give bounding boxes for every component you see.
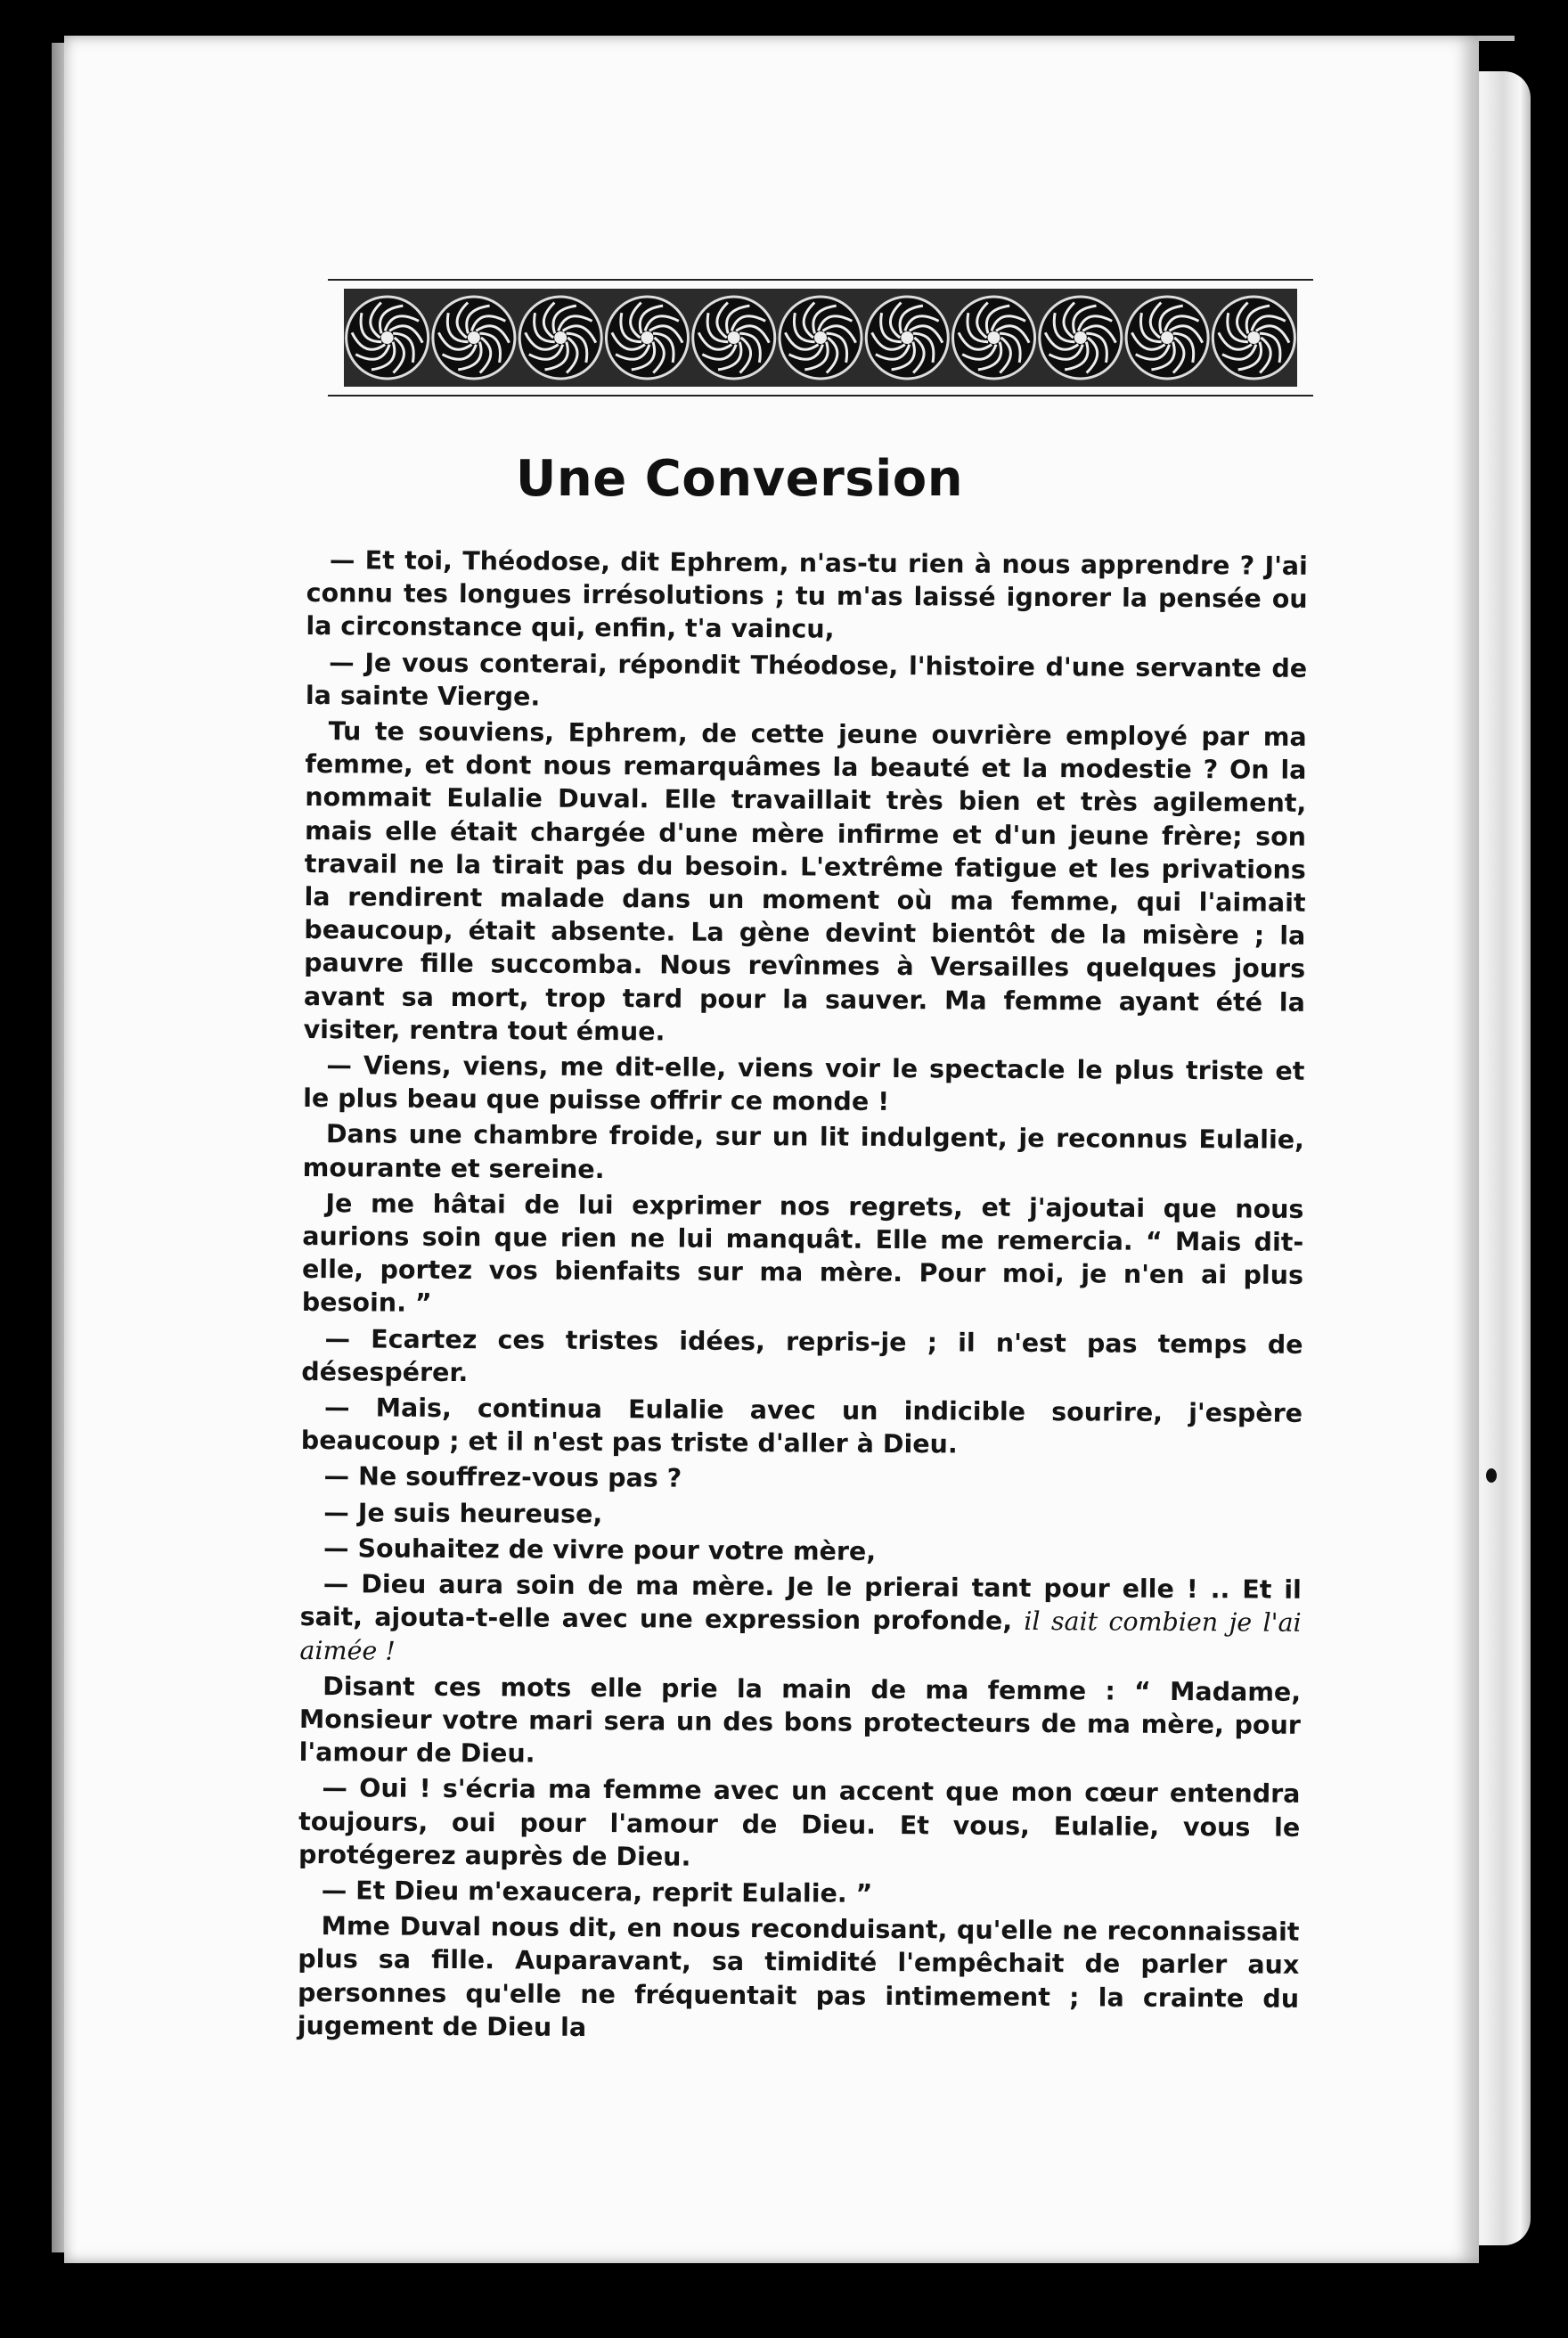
paragraph: Dans une chambre froide, sur un lit indulgent, je reconnus Eulalie, mourante et sereine. xyxy=(302,1119,1305,1184)
paragraph: Mme Duval nous dit, en nous reconduisant, qu'elle ne reconnaissait plus sa fille. Auparavant, sa timidité l'empêchait de parler aux personnes qu'elle ne fréquentait pas intimement ; la crainte du jugement de Dieu la xyxy=(297,1911,1300,2042)
paragraph: — Souhaitez de vivre pour votre mère, xyxy=(323,1533,877,1566)
paragraph: Tu te souviens, Ephrem, de cette jeune ouvrière employé par ma femme, et dont nous remarquâmes la beauté et la modestie ? On la nommait Eulalie Duval. Elle travaillait très bien et très agilement, mais elle était chargée d'une mère infirme et d'un jeune frère; son travail ne la tirait pas du besoin. L'extrême fatigue et les privations la rendirent malade dans un moment où ma femme, qui l'aimait beaucoup, était absente. La gène devint bientôt de la misère ; la pauvre fille succomba. Nous revînmes à Versailles quelques jours avant sa mort, trop tard pour la sauver. Ma femme ayant été la visiter, rentra tout émue. xyxy=(303,716,1307,1047)
italic-phrase: il sait combien je l'ai aimée ! xyxy=(299,1606,1302,1666)
paragraph-text: — Dieu aura soin de ma mère. Je le prierai tant pour elle ! .. Et il sait, ajouta-t-elle avec une expression profonde, xyxy=(299,1569,1302,1637)
rosette-hub xyxy=(1161,331,1173,344)
paragraph: — Et Dieu m'exaucera, reprit Eulalie. ” xyxy=(321,1876,873,1909)
paragraph: Disant ces mots elle prie la main de ma femme : “ Madame, Monsieur votre mari sera un des bons protecteurs de ma mère, pour l'amour de Dieu. xyxy=(298,1671,1302,1769)
rosette-hub xyxy=(988,331,1000,344)
ink-spot xyxy=(1486,1468,1497,1483)
rosette-hub xyxy=(554,331,567,344)
rosette-hub xyxy=(901,331,913,344)
rosette-hub xyxy=(641,331,653,344)
paragraph: — Ne souffrez-vous pas ? xyxy=(323,1461,682,1494)
paragraph: — Oui ! s'écria ma femme avec un accent que mon cœur entendra toujours, oui pour l'amour de Dieu. Et vous, Eulalie, vous le protégerez auprès de Dieu. xyxy=(298,1773,1301,1872)
body-text xyxy=(298,544,1308,2051)
ornament-rosettes xyxy=(328,276,1313,399)
rosette-hub xyxy=(728,331,740,344)
page-title: Une Conversion xyxy=(515,450,964,508)
paragraph: — Et toi, Théodose, dit Ephrem, n'as-tu rien à nous apprendre ? J'ai connu tes longues irrésolutions ; tu m'as laissé ignorer la pensée ou la circonstance qui, enfin, t'a vaincu, xyxy=(306,545,1308,645)
paragraph: — Viens, viens, me dit-elle, viens voir le spectacle le plus triste et le plus beau que puisse offrir ce monde ! xyxy=(303,1050,1305,1117)
rosette-hub xyxy=(1247,331,1260,344)
paragraph: — Ecartez ces tristes idées, repris-je ; il n'est pas temps de désespérer. xyxy=(301,1323,1303,1387)
book-top-edge xyxy=(1479,36,1515,41)
paragraph: — Mais, continua Eulalie avec un indicible sourire, j'espère beaucoup ; et il n'est pas triste d'aller à Dieu. xyxy=(300,1393,1303,1459)
decorative-header-band xyxy=(328,276,1313,399)
rosette-hub xyxy=(381,331,394,344)
rosette-hub xyxy=(1074,331,1087,344)
rosette-hub xyxy=(814,331,827,344)
rosette-hub xyxy=(468,331,480,344)
paragraph: — Je vous conterai, répondit Théodose, l'histoire d'une servante de la sainte Vierge. xyxy=(305,647,1308,712)
paragraph: — Je suis heureuse, xyxy=(323,1497,603,1529)
paragraph-with-italic xyxy=(299,1567,1302,1672)
paragraph: Je me hâtai de lui exprimer nos regrets, et j'ajoutai que nous aurions soin que rien ne lui manquât. Elle me remercia. “ Mais dit-elle, portez vos bienfaits sur ma mère. Pour moi, je n'en ai plus besoin. ” xyxy=(301,1189,1304,1319)
